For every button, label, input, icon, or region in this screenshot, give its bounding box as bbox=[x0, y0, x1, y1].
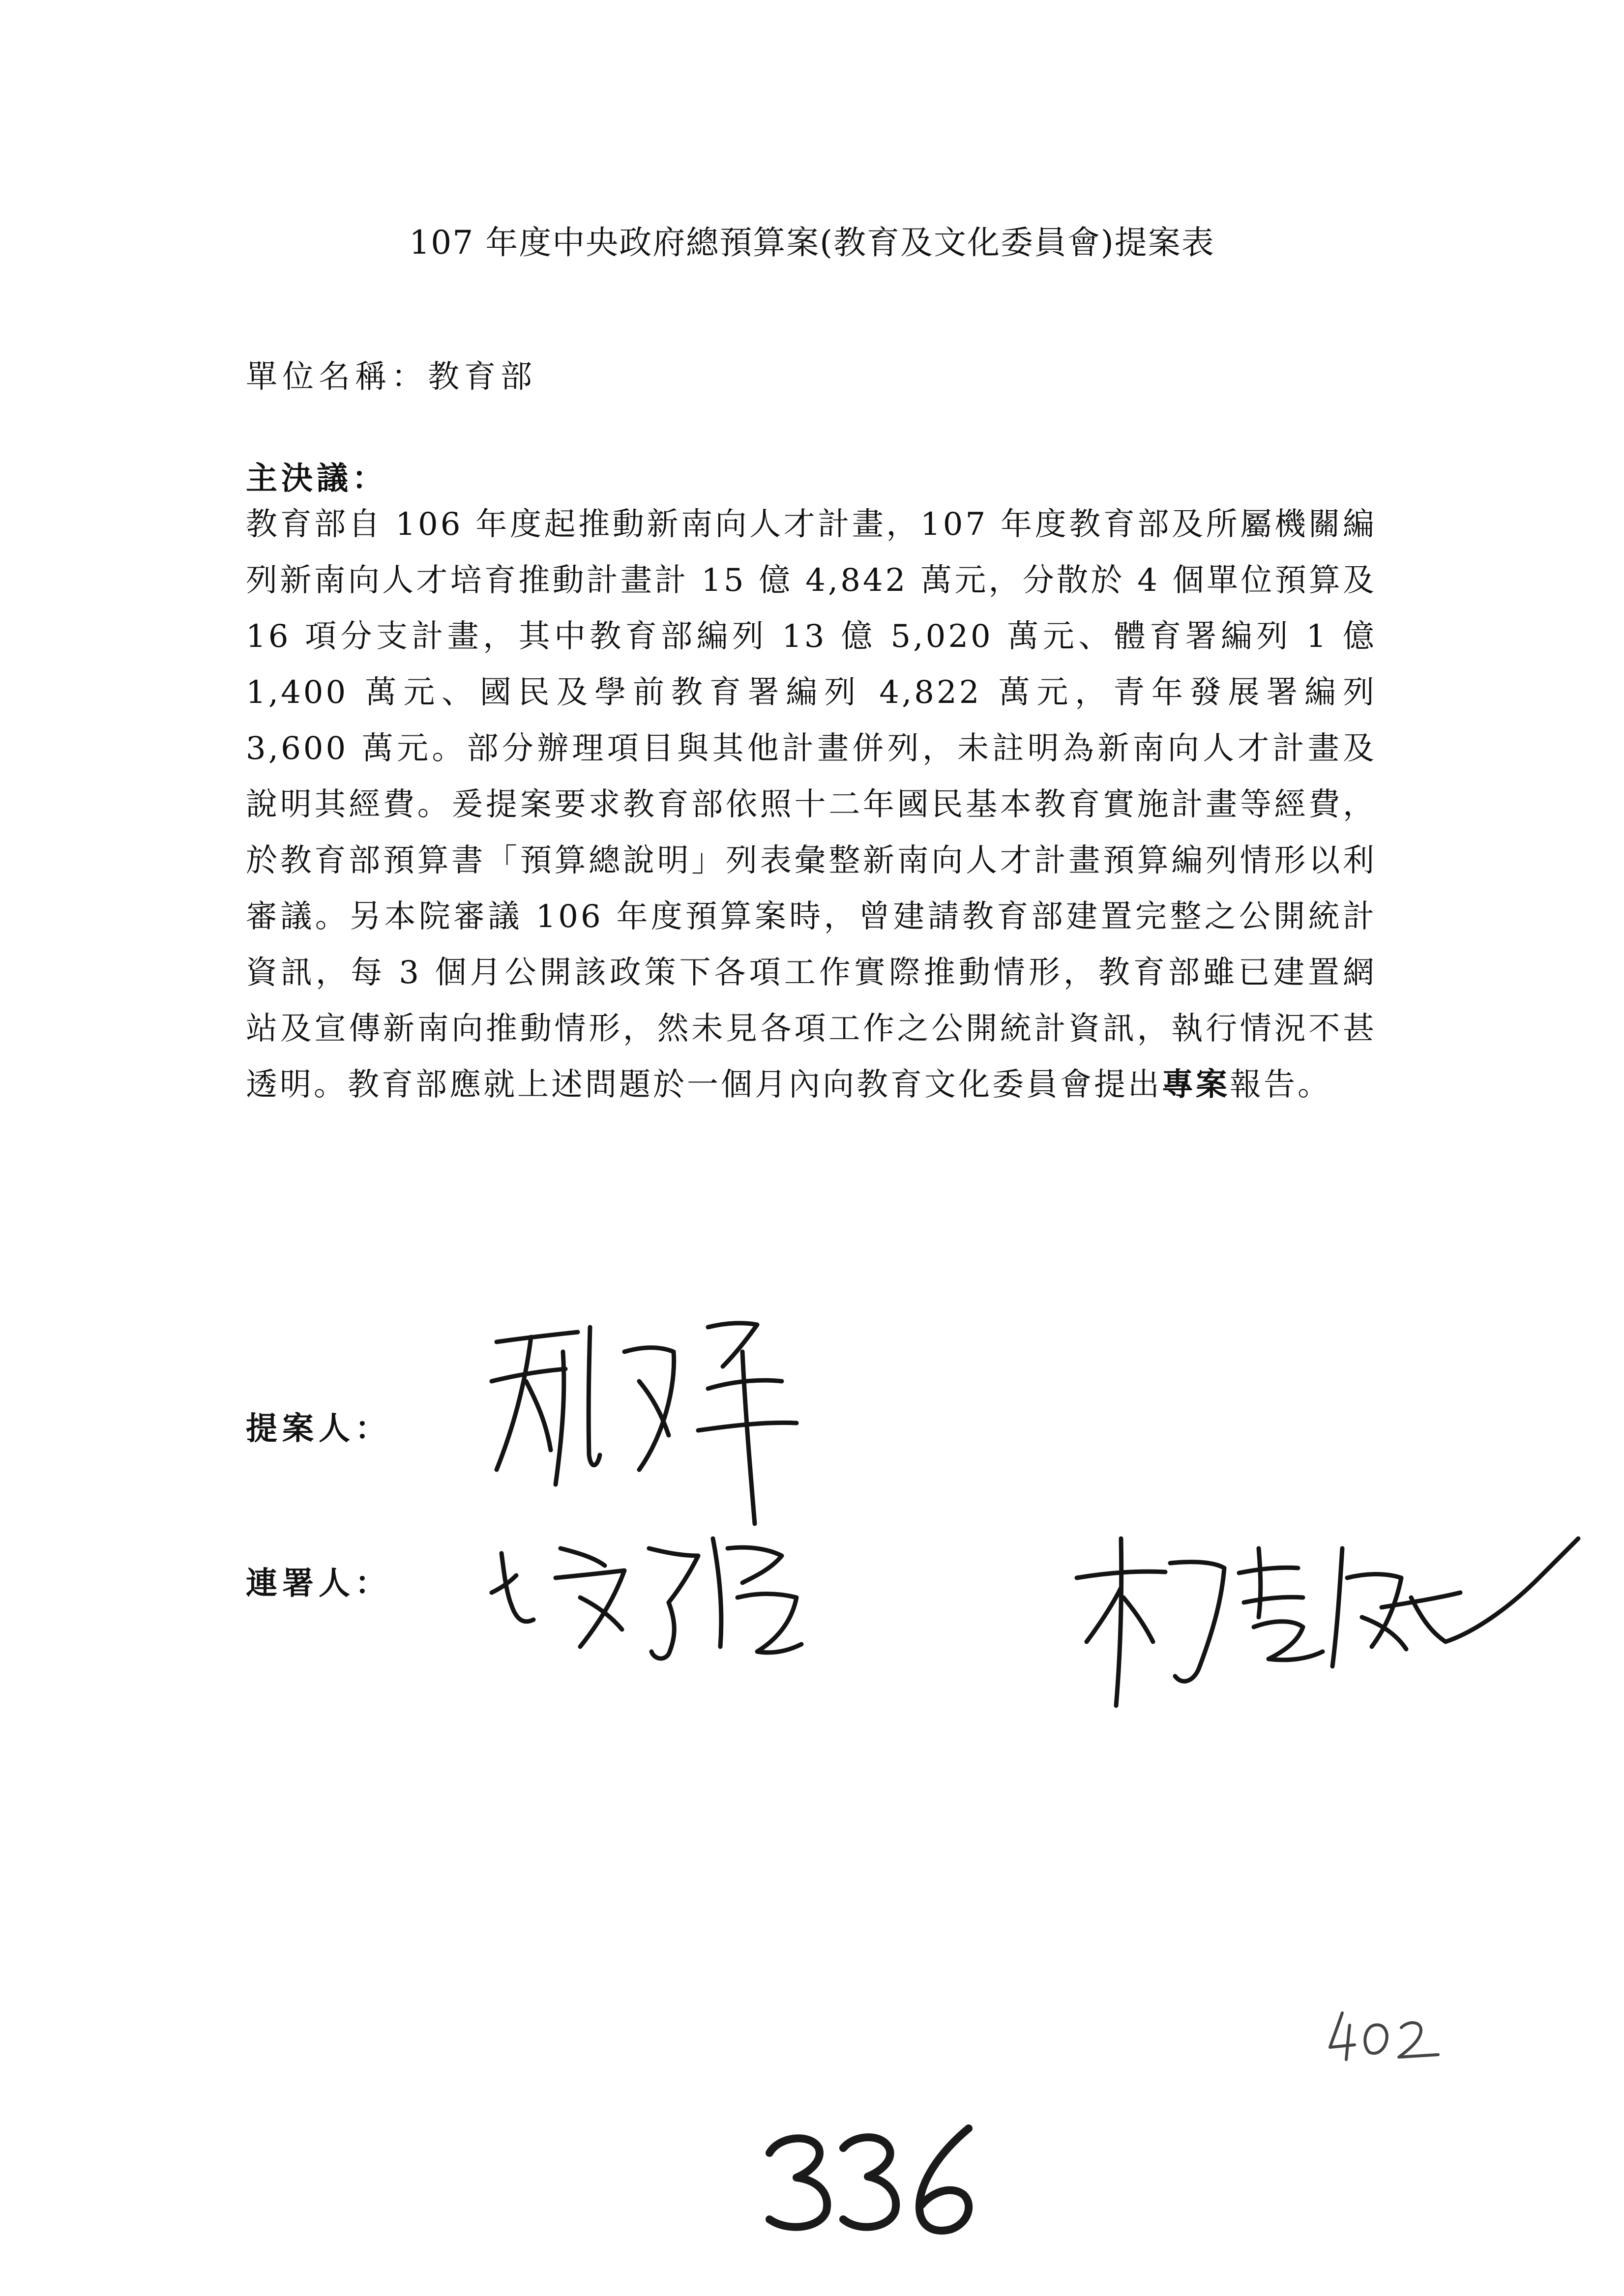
document-title: 107 年度中央政府總預算案(教育及文化委員會)提案表 bbox=[409, 224, 1215, 262]
cosigner-signature-1 bbox=[482, 1519, 826, 1666]
resolution-text-end: 報告。 bbox=[1230, 1067, 1331, 1103]
handwritten-number-402 bbox=[1323, 2005, 1450, 2064]
cosigner-signature-2 bbox=[1067, 1519, 1588, 1740]
unit-name-line bbox=[246, 351, 537, 397]
unit-name-value: 教育部 bbox=[428, 359, 537, 395]
proposer-label: 提案人： bbox=[246, 1410, 391, 1447]
main-resolution-body bbox=[246, 496, 1377, 1113]
cosigner-label: 連署人： bbox=[246, 1565, 391, 1602]
handwritten-page-number-336 bbox=[757, 2114, 993, 2241]
main-resolution-label: 主決議： bbox=[246, 460, 387, 497]
unit-name-label: 單位名稱： bbox=[246, 359, 428, 395]
resolution-text-emphasis: 專案 bbox=[1162, 1066, 1230, 1103]
proposer-signature bbox=[477, 1308, 811, 1534]
resolution-text: 教育部自 106 年度起推動新南向人才計畫，107 年度教育部及所屬機關編列新南向人才培育推動計畫計 15 億 4,842 萬元，分散於 4 個單位預算及 16 項分支計畫，其中教育部編列 13 億 5,020 萬元、體育署編列 1 億 1,400 萬元、國民及學前教育署編列 4,822 萬元，青年發展署編列 3,600 萬元。部分辦理項目與其他計畫併列，未註明為新南向人才計畫及說明其經費。爰提案要求教育部依照十二年國民基本教育實施計畫等經費，於教育部預算書「預算總說明」列表彙整新南向人才計畫預算編列情形以利審議。另本院審議 106 年度預算案時，曾建請教育部建置完整之公開統計資訊，每 3 個月公開該政策下各項工作實際推動情形，教育部雖已建置網站及宣傳新南向推動情形，然未見各項工作之公開統計資訊，執行情況不甚透明。教育部應就上述問題於一個月內向教育文化委員會提出 bbox=[246, 506, 1377, 1103]
